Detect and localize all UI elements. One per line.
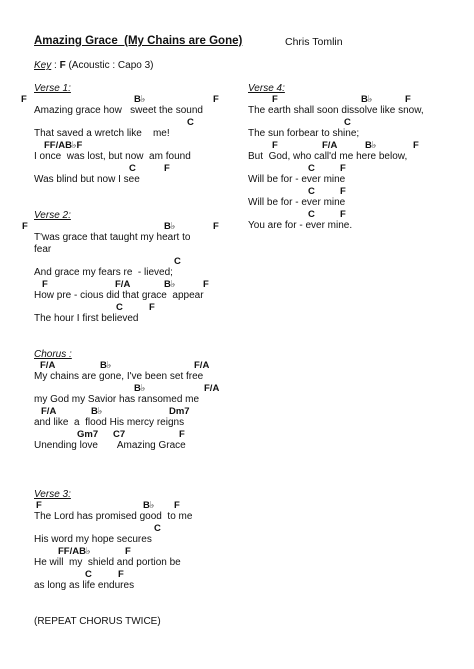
chord-row	[248, 187, 424, 198]
chord: F	[413, 140, 419, 151]
section-chorus	[34, 349, 220, 453]
chord: F/A	[40, 360, 56, 371]
lyric-line: How pre - cious did that grace appear	[34, 290, 204, 301]
chord: F/A	[204, 383, 220, 394]
chord: F	[405, 94, 411, 105]
chord: B♭	[164, 279, 176, 290]
chord-row	[34, 164, 203, 175]
chord-row	[34, 303, 204, 314]
lyric-line: You are for - ever mine.	[248, 220, 353, 231]
lyric-line: Unending love Amazing Grace	[34, 440, 186, 451]
section-title: Verse 2:	[34, 210, 71, 221]
chord: F	[179, 429, 185, 440]
chord-row	[34, 524, 192, 535]
chord-row	[248, 164, 424, 175]
lyric-line: Was blind but now I see	[34, 174, 140, 185]
lyric-line: Will be for - ever mine	[248, 197, 346, 208]
chord: C	[154, 523, 161, 534]
chord: B♭	[134, 383, 146, 394]
chord: F	[125, 546, 131, 557]
chord: C	[129, 163, 136, 174]
section-verse-3	[34, 490, 192, 593]
chord: FF/AB♭	[58, 546, 91, 557]
lyric-line: That saved a wretch like me!	[34, 128, 170, 139]
chord: F	[272, 140, 278, 151]
key-value: F	[59, 60, 66, 71]
chord: F	[36, 500, 42, 511]
chord: F	[272, 94, 278, 105]
chord-row	[34, 547, 192, 558]
lyric-line: He will my shield and portion be	[34, 557, 181, 568]
section-verse-4	[248, 84, 424, 233]
chord: B♭	[361, 94, 373, 105]
lyric-line: as long as life endures	[34, 580, 135, 591]
chord: F	[118, 569, 124, 580]
chord-row	[34, 118, 203, 129]
lyric-line: my God my Savior has ransomed me	[34, 394, 200, 405]
section-title: Verse 4:	[248, 83, 285, 94]
chord-row	[34, 501, 192, 512]
chord-row	[34, 430, 203, 441]
lyric-line: The earth shall soon dissolve like snow,	[248, 105, 424, 116]
section-title: Verse 3:	[34, 489, 71, 500]
chord: B♭	[134, 94, 146, 105]
chord: F	[203, 279, 209, 290]
chord: F/A	[322, 140, 338, 151]
chord: C7	[113, 429, 126, 440]
chord-row	[248, 210, 424, 221]
chord-row	[21, 94, 219, 106]
chord: F	[340, 209, 346, 220]
chord: F	[213, 221, 219, 232]
chord-row	[248, 95, 424, 106]
lyric-line: The sun forbear to shine;	[248, 128, 360, 139]
key-separator: :	[51, 60, 60, 71]
chord-row	[34, 279, 209, 291]
lyric-line: T'was grace that taught my heart to	[34, 232, 191, 243]
chord: C	[344, 117, 351, 128]
chord: B♭	[143, 500, 155, 511]
chord: F	[340, 186, 346, 197]
section-title: Verse 1:	[34, 83, 71, 94]
chord: F	[174, 500, 180, 511]
chord: C	[116, 302, 123, 313]
chord: F	[42, 279, 48, 290]
lyric-line: The hour I first believed	[34, 313, 139, 324]
chord-row	[34, 383, 220, 395]
chord: F/A	[41, 406, 57, 417]
chord: C	[85, 569, 92, 580]
chord: B♭	[365, 140, 377, 151]
chord: C	[308, 163, 315, 174]
section-verse-1	[21, 83, 219, 187]
chord-row	[22, 221, 219, 233]
lyric-line: and like a flood His mercy reigns	[34, 417, 185, 428]
chord: F/A	[194, 360, 210, 371]
chord: F	[213, 94, 219, 105]
chord-row	[248, 141, 424, 152]
artist-name: Chris Tomlin	[285, 36, 343, 48]
section-verse-2	[22, 210, 219, 326]
chord: F	[21, 94, 27, 105]
chord: F/A	[115, 279, 131, 290]
key-line	[34, 61, 154, 71]
repeat-chorus-note: (REPEAT CHORUS TWICE)	[34, 616, 161, 627]
chord: B♭	[164, 221, 176, 232]
lyric-line: His word my hope secures	[34, 534, 152, 545]
chord: C	[308, 186, 315, 197]
chord: F	[22, 221, 28, 232]
chord-row	[34, 570, 192, 581]
chord-row	[34, 257, 204, 268]
key-label: Key	[34, 60, 52, 71]
lyric-line: Amazing grace how sweet the sound	[34, 105, 203, 116]
song-title: Amazing Grace (My Chains are Gone)	[34, 35, 243, 47]
chord: F	[340, 163, 346, 174]
chord: F	[164, 163, 170, 174]
chord: B♭	[91, 406, 103, 417]
section-title: Chorus :	[34, 349, 72, 360]
chord: C	[174, 256, 181, 267]
chord: Dm7	[169, 406, 190, 417]
chord-row	[34, 141, 203, 152]
chord-row	[34, 407, 203, 418]
chord: B♭	[100, 360, 112, 371]
chord: C	[308, 209, 315, 220]
lyric-line: My chains are gone, I've been set free	[34, 371, 204, 382]
lyric-line: I once was lost, but now am found	[34, 151, 191, 162]
lyric-line: fear	[34, 244, 52, 255]
chord: Gm7	[77, 429, 99, 440]
chord-row	[34, 360, 210, 372]
key-note: (Acoustic : Capo 3)	[65, 60, 154, 71]
chord: F	[149, 302, 155, 313]
lyric-line: The Lord has promised good to me	[34, 511, 193, 522]
lyric-line: But God, who call'd me here below,	[248, 151, 408, 162]
chord: C	[187, 117, 194, 128]
chord: FF/AB♭F	[44, 140, 83, 151]
lyric-line: And grace my fears re - lieved;	[34, 267, 173, 278]
lyric-line: Will be for - ever mine	[248, 174, 346, 185]
chord-row	[248, 118, 424, 129]
